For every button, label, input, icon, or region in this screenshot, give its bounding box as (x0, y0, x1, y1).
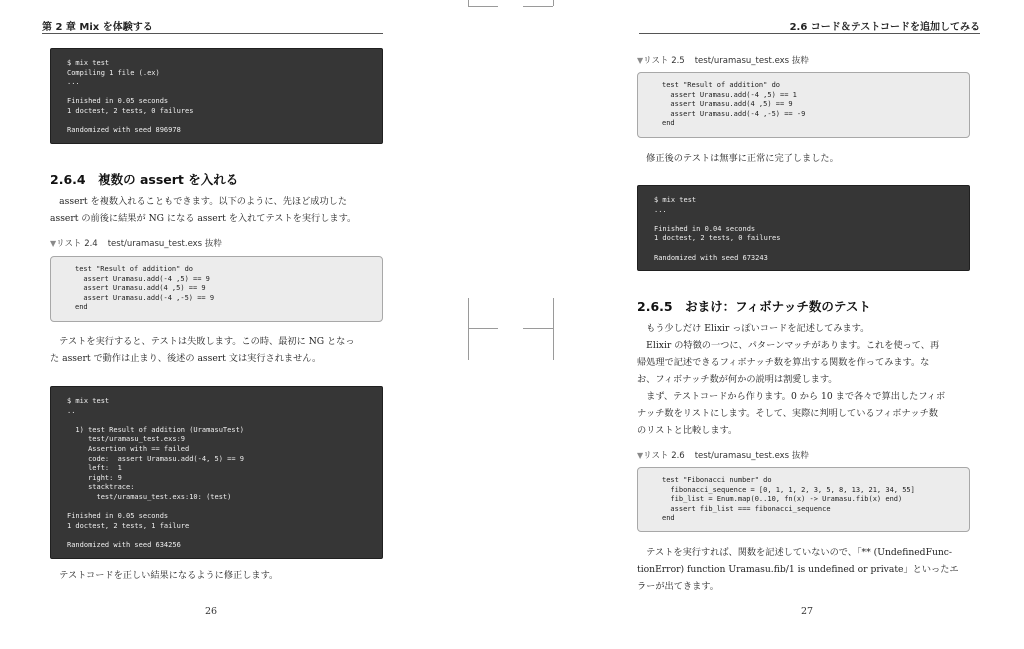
paragraph (637, 150, 839, 167)
text-line: assert fib_list === fibonacci_sequence (662, 504, 831, 513)
text-line: テストを実行すると、テストは失敗します。この時、最初に NG となっ (50, 336, 355, 347)
text-line: assert Uramasu.add(4 ,5) == 9 (75, 284, 206, 293)
text-line: tionError) function Uramasu.fib/1 is undefined or private」といったエ (637, 564, 959, 575)
text-line: 1) test Result of addition (UramasuTest) (67, 425, 245, 434)
text-line: もう少しだけ Elixir っぽいコードを記述してみます。 (637, 323, 870, 334)
paragraph (50, 333, 355, 367)
code-listing (637, 72, 970, 138)
listing-number: リスト 2.5 (643, 56, 685, 66)
triangle-marker-icon: ▼ (637, 56, 644, 65)
text-line: fibonacci_sequence = [0, 1, 1, 2, 3, 5, 8, 13, 21, 34, 55] (662, 485, 915, 494)
page-number: 26 (205, 606, 218, 617)
text-line: assert の前後に結果が NG になる assert を入れてテストを実行します。 (50, 213, 357, 224)
section-title: 2.6.4 複数の assert を入れる (50, 172, 239, 187)
text-line (67, 88, 382, 98)
text-line: のリストと比較します。 (637, 425, 738, 436)
text-line: テストを実行すれば、関数を記述していないので、「** (UndefinedFunc- (637, 547, 953, 558)
text-line: お、フィボナッチ数が何かの説明は割愛します。 (637, 374, 838, 385)
terminal-block (50, 386, 383, 559)
text-line: end (75, 303, 88, 312)
text-line: ナッチ数をリストにします。そして、実際に判明しているフィボナッチ数 (637, 408, 938, 419)
text-line: 1 doctest, 2 tests, 0 failures (654, 234, 781, 243)
code-listing (50, 256, 383, 322)
text-line: 修正後のテストは無事に正常に完了しました。 (637, 153, 839, 164)
text-line: test/uramasu_test.exs:9 (67, 435, 186, 444)
text-line: assert Uramasu.add(-4 ,5) == 1 (662, 90, 797, 99)
text-line: $ mix test (67, 59, 110, 67)
triangle-marker-icon: ▼ (637, 451, 644, 460)
text-line: ラーが出てきます。 (637, 581, 719, 592)
text-line: assert Uramasu.add(-4 ,5) == 9 (75, 274, 210, 283)
text-line: left: 1 (67, 464, 122, 473)
text-line: 帰処理で記述できるフィボナッチ数を算出する関数を作ってみます。な (637, 357, 930, 368)
text-line: た assert で動作は止まり、後述の assert 文は実行されません。 (50, 353, 322, 364)
text-line (67, 531, 382, 541)
text-line: Finished in 0.04 seconds (654, 224, 756, 233)
paragraph (50, 193, 356, 227)
text-line (654, 244, 969, 254)
text-line (67, 416, 382, 426)
text-line: end (662, 514, 675, 523)
paragraph (637, 320, 945, 439)
text-line: right: 9 (67, 473, 122, 482)
text-line: test "Result of addition" do (75, 265, 194, 273)
text-line: 1 doctest, 2 tests, 0 failures (67, 106, 194, 115)
running-header: 第 2 章 Mix を体験する (42, 22, 153, 33)
header-rule (639, 33, 980, 34)
code-listing (637, 467, 970, 532)
terminal-block (50, 48, 383, 144)
right-page (512, 0, 1024, 649)
listing-caption (637, 54, 809, 66)
listing-number: リスト 2.4 (56, 239, 98, 249)
text-line: test "Fibonacci number" do (662, 476, 772, 484)
text-line: まず、テストコードから作ります。0 から 10 まで各々で算出したフィボ (637, 391, 946, 402)
running-header: 2.6 コード＆テストコードを追加してみる (789, 22, 980, 33)
text-line (654, 215, 969, 225)
listing-file: test/uramasu_test.exs 抜粋 (107, 239, 222, 249)
listing-file: test/uramasu_test.exs 抜粋 (694, 56, 809, 66)
text-line: test/uramasu_test.exs:10: (test) (67, 492, 232, 501)
text-line: assert を複数入れることもできます。以下のように、先ほど成功した (50, 196, 348, 207)
text-line: assert Uramasu.add(4 ,5) == 9 (662, 100, 793, 109)
text-line (67, 503, 382, 513)
text-line: stacktrace: (67, 483, 135, 492)
text-line: テストコードを正しい結果になるように修正します。 (50, 570, 279, 581)
listing-caption (50, 237, 222, 249)
text-line: test "Result of addition" do (662, 81, 781, 89)
paragraph (50, 567, 278, 584)
text-line: ... (654, 205, 667, 214)
text-line: Finished in 0.05 seconds (67, 97, 169, 106)
triangle-marker-icon: ▼ (50, 239, 57, 248)
text-line: Randomized with seed 896978 (67, 126, 181, 135)
text-line: fib_list = Enum.map(0..10, fn(x) -> Uramasu.fib(x) end) (662, 495, 903, 504)
text-line: code: assert Uramasu.add(-4, 5) == 9 (67, 454, 245, 463)
text-line: Randomized with seed 634256 (67, 540, 181, 549)
text-line: Elixir の特徴の一つに、パターンマッチがあります。これを使って、再 (637, 340, 940, 351)
terminal-block (637, 185, 970, 271)
text-line: $ mix test (67, 397, 110, 405)
text-line: ... (67, 78, 80, 87)
page-number: 27 (801, 606, 814, 617)
section-title: 2.6.5 おまけ：フィボナッチ数のテスト (637, 299, 871, 314)
text-line: 1 doctest, 2 tests, 1 failure (67, 521, 190, 530)
text-line (67, 117, 382, 127)
text-line: end (662, 119, 675, 128)
text-line: assert Uramasu.add(-4 ,-5) == 9 (75, 293, 215, 302)
listing-number: リスト 2.6 (643, 451, 685, 461)
text-line: $ mix test (654, 196, 697, 204)
paragraph (637, 544, 959, 595)
text-line: assert Uramasu.add(-4 ,-5) == -9 (662, 109, 806, 118)
header-rule (42, 33, 383, 34)
text-line: .. (67, 406, 76, 415)
text-line: Assertion with == failed (67, 444, 190, 453)
text-line: Compiling 1 file (.ex) (67, 68, 160, 77)
listing-file: test/uramasu_test.exs 抜粋 (694, 451, 809, 461)
text-line: Finished in 0.05 seconds (67, 512, 169, 521)
listing-caption (637, 449, 809, 461)
text-line: Randomized with seed 673243 (654, 253, 768, 262)
